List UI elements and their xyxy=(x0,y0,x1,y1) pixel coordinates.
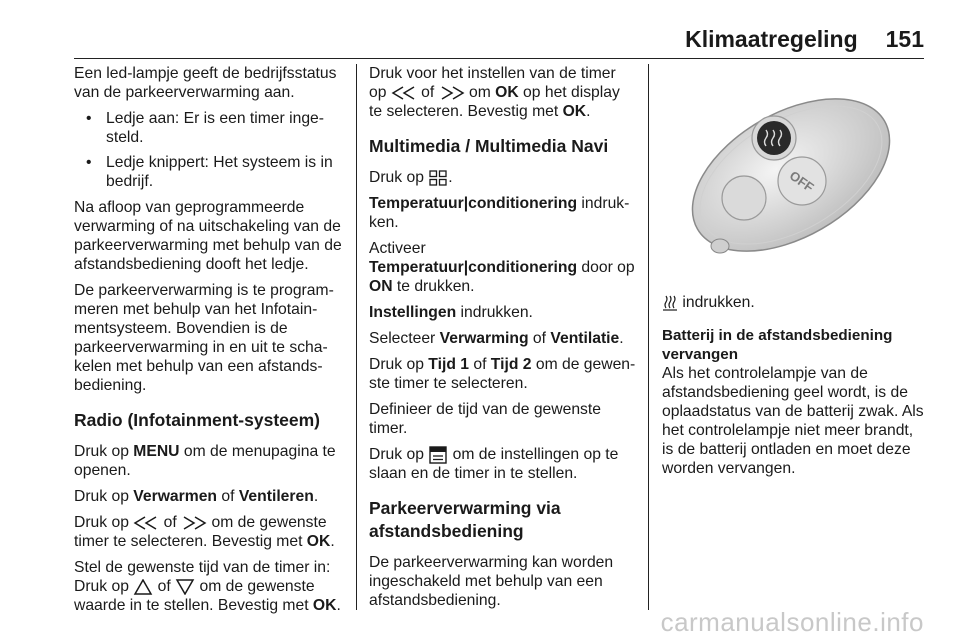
right-double-arrow-icon xyxy=(439,85,465,101)
remote-led xyxy=(722,176,766,220)
paragraph-led-off: Na afloop van geprogrammeerde verwarming of na uitschakeling van de parkeerverwarming met behulp van de afstandsbediening dooft het ledje. xyxy=(74,199,342,273)
page-title: Klimaatregeling xyxy=(685,26,858,52)
remote-control-illustration xyxy=(676,70,906,280)
page-number: 151 xyxy=(885,26,924,52)
step-define: Definieer de tijd van de gewenste timer. xyxy=(369,401,601,437)
step-select-mode: Selecteer Verwarming of Ventilatie. xyxy=(369,330,624,347)
heading-battery: Batterij in de afstandsbediening vervangen xyxy=(662,327,893,363)
paragraph-battery: Als het controlelampje van de afstandsbediening geel wordt, is de oplaadstatus van de batterij zwak. Als het controlelampje niet meer brandt, is de batterij ontladen en moet deze worden vervangen. xyxy=(662,365,924,477)
step-activate: Activeer Temperatuur|conditionering door op ON te drukken. xyxy=(369,240,635,295)
step-temp: Temperatuur|conditionering indruk-ken. xyxy=(369,195,630,231)
list-item: • Ledje aan: Er is een timer inge-steld. xyxy=(74,109,346,147)
paragraph-remote: De parkeerverwarming kan worden ingeschakeld met behulp van een afstandsbediening. xyxy=(369,554,614,609)
step-set-time: Stel de gewenste tijd van de timer in: Druk op of om de gewenste waarde in te stellen. Bevestig met OK. xyxy=(74,559,341,614)
heading-parking-heater: Parkeerverwarming via afstandsbediening xyxy=(369,498,561,541)
heading-radio: Radio (Infotainment-systeem) xyxy=(74,410,320,430)
header-rule xyxy=(74,58,924,59)
column-1 xyxy=(74,64,346,622)
step-home: Druk op . xyxy=(369,169,453,186)
heading-multimedia: Multimedia / Multimedia Navi xyxy=(369,136,609,156)
column-divider-1 xyxy=(356,64,357,610)
heater-button-icon xyxy=(662,294,678,312)
left-double-arrow-icon xyxy=(391,85,417,101)
save-timer-icon xyxy=(428,446,448,464)
step-heat-vent: Druk op Verwarmen of Ventileren. xyxy=(74,488,319,505)
step-select-timer: Druk op of om de gewenste timer te selecteren. Bevestig met OK. xyxy=(74,514,335,550)
list-item: • Ledje knippert: Het systeem is in bedrijf. xyxy=(74,153,346,191)
page-header xyxy=(685,26,924,56)
left-double-arrow-icon xyxy=(133,515,159,531)
column-3 xyxy=(662,64,928,485)
up-triangle-icon xyxy=(133,579,153,595)
column-2 xyxy=(369,64,637,617)
step-press-heat: indrukken. xyxy=(662,293,928,312)
step-save: Druk op om de instellingen op te slaan en de timer in te stellen. xyxy=(369,446,619,482)
off-button-label: OFF xyxy=(786,167,817,196)
watermark: carmanualsonline.info xyxy=(660,607,924,637)
led-status-list xyxy=(74,109,346,191)
home-grid-icon xyxy=(428,170,448,186)
step-menu: Druk op MENU om de menupagina te openen. xyxy=(74,443,336,479)
step-time-select: Druk op Tijd 1 of Tijd 2 om de gewen-ste timer te selecteren. xyxy=(369,356,636,392)
right-double-arrow-icon xyxy=(181,515,207,531)
heater-button-icon xyxy=(757,121,791,155)
column-divider-2 xyxy=(648,64,649,610)
intro-paragraph: Een led-lampje geeft de bedrijfsstatus van de parkeerverwarming aan. xyxy=(74,65,337,101)
step-settings: Instellingen indrukken. xyxy=(369,304,533,321)
paragraph-programming: De parkeerverwarming is te program-meren met behulp van het Infotain-mentsysteem. Bovendien is de parkeerverwarming in en uit te scha-kelen met behulp van een afstands-bediening. xyxy=(74,282,334,394)
down-triangle-icon xyxy=(175,579,195,595)
paragraph-set-timer: Druk voor het instellen van de timer op of om OK op het display te selecteren. Bevestig met OK. xyxy=(369,65,620,120)
